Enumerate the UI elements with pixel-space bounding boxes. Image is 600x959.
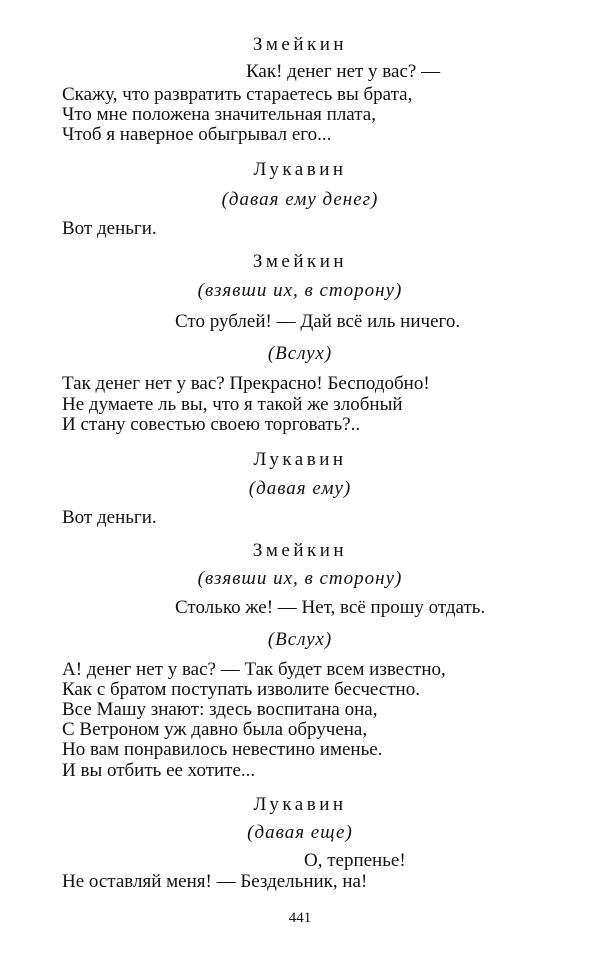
verse-line: Чтоб я наверное обыгрывал его... bbox=[62, 124, 332, 145]
verse-line: И вы отбить ее хотите... bbox=[62, 760, 256, 781]
stage-direction: (давая ему) bbox=[248, 478, 352, 499]
speaker-zmeikin: Змейкин bbox=[252, 540, 348, 561]
verse-line: Как! денег нет у вас? — bbox=[246, 61, 441, 82]
stage-direction: (давая ему денег) bbox=[221, 189, 379, 210]
speaker-zmeikin: Змейкин bbox=[252, 34, 348, 55]
verse-line: А! денег нет у вас? — Так будет всем известно, bbox=[62, 659, 446, 680]
verse-line: Не думаете ль вы, что я такой же злобный bbox=[62, 394, 403, 415]
verse-line: Как с братом поступать изволите бесчестно. bbox=[62, 679, 420, 700]
verse-line: Не оставляй меня! — Бездельник, на! bbox=[62, 871, 368, 892]
stage-direction: (взявши их, в сторону) bbox=[197, 280, 403, 301]
verse-line: Вот деньги. bbox=[62, 507, 157, 528]
stage-direction: (Вслух) bbox=[267, 629, 333, 650]
verse-line: Но вам понравилось невестино именье. bbox=[62, 739, 383, 760]
stage-direction: (Вслух) bbox=[267, 343, 333, 364]
verse-line: Сто рублей! — Дай всё иль ничего. bbox=[175, 311, 461, 332]
speaker-lukavin: Лукавин bbox=[253, 449, 347, 470]
verse-line: С Ветроном уж давно была обручена, bbox=[62, 719, 368, 740]
verse-line: Вот деньги. bbox=[62, 218, 157, 239]
verse-line: Так денег нет у вас? Прекрасно! Бесподобно! bbox=[62, 373, 430, 394]
verse-line: О, терпенье! bbox=[304, 850, 406, 871]
stage-direction: (давая еще) bbox=[247, 822, 353, 843]
verse-line: И стану совестью своею торговать?.. bbox=[62, 414, 361, 435]
speaker-zmeikin: Змейкин bbox=[252, 251, 348, 272]
verse-line: Что мне положена значительная плата, bbox=[62, 104, 376, 125]
page-number: 441 bbox=[288, 910, 312, 926]
verse-line: Скажу, что развратить стараетесь вы брата, bbox=[62, 84, 413, 105]
verse-line: Все Машу знают: здесь воспитана она, bbox=[62, 699, 378, 720]
speaker-lukavin: Лукавин bbox=[253, 794, 347, 815]
verse-line: Столько же! — Нет, всё прошу отдать. bbox=[175, 597, 486, 618]
speaker-lukavin: Лукавин bbox=[253, 159, 347, 180]
stage-direction: (взявши их, в сторону) bbox=[197, 568, 403, 589]
